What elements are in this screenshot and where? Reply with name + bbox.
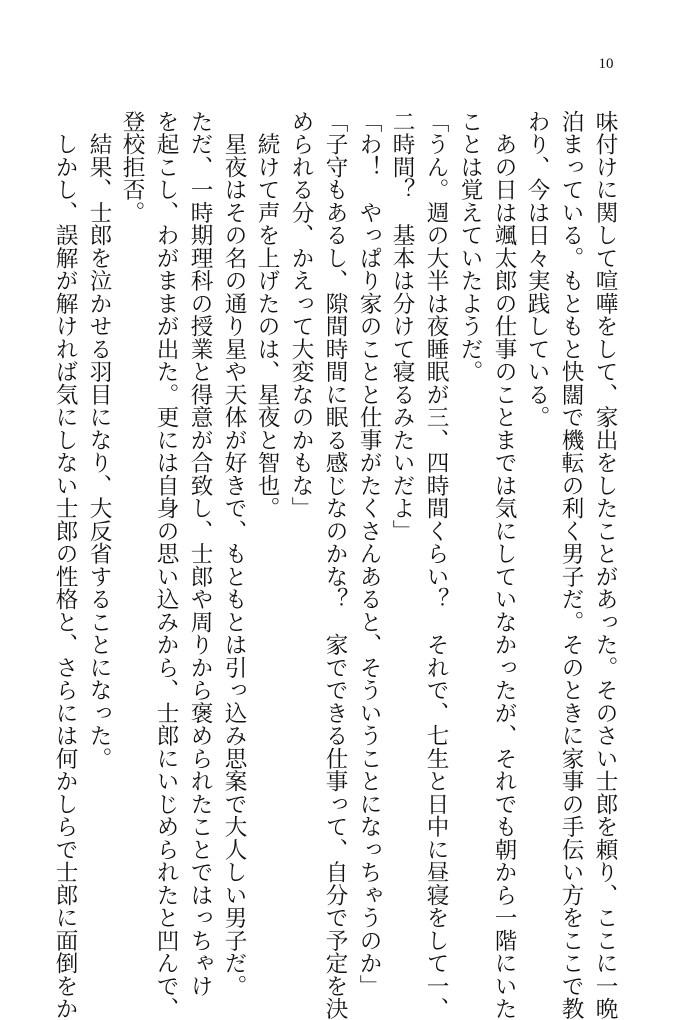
text-column: 続けて声を上げたのは、星夜と智也。 [254,110,280,520]
text-column: 結果、士郎を泣かせる羽目になり、大反省することになった。 [86,110,112,770]
text-column: 「子守もあるし、隙間時間に眠る感じなのかな？ 家でできる仕事って、自分で予定を決 [322,110,348,1020]
text-column: しかし、誤解が解ければ気にしない士郎の性格と、さらには何かしらで士郎に面倒をか [52,110,78,1020]
text-column: 「わ！ やっぱり家のことと仕事がたくさんあると、そういうことになっちゃうのか」 [356,110,382,998]
text-column: ことは覚えていたようだ。 [457,110,483,383]
text-column: 星夜はその名の通り星や天体が好きで、もともとは引っ込み思案で大人しい男子だ。 [221,110,247,998]
page-number: 10 [598,56,614,72]
text-column: 泊まっている。もともと快闊で機転の利く男子だ。そのときに家事の手伝い方をここで教 [558,110,584,1020]
text-column: ただ、一時期理科の授業と得意が合致し、士郎や周りから褒められたことではっちゃけ [187,110,213,998]
text-column: わり、今は日々実践している。 [524,110,550,429]
text-column: あの日は颯太郎の仕事のことまでは気にしていなかったが、それでも朝から一階にいた [491,110,517,1020]
text-column: 登校拒否。 [119,110,145,224]
text-column: を起こし、わがままが出た。更には自身の思い込みから、士郎にいじめられたと凹んで、 [153,110,179,1020]
text-column: 「うん。週の大半は夜睡眠が三、四時間くらい？ それで、七生と日中に昼寝をして一、 [423,110,449,1020]
text-column: められる分、かえって大変なのかもな」 [288,110,314,520]
text-column: 二時間？ 基本は分けて寝るみたいだよ」 [389,110,415,543]
text-column: 味付けに関して喧嘩をして、家出をしたことがあった。そのさい士郎を頼り、ここに一晩 [592,110,618,1020]
